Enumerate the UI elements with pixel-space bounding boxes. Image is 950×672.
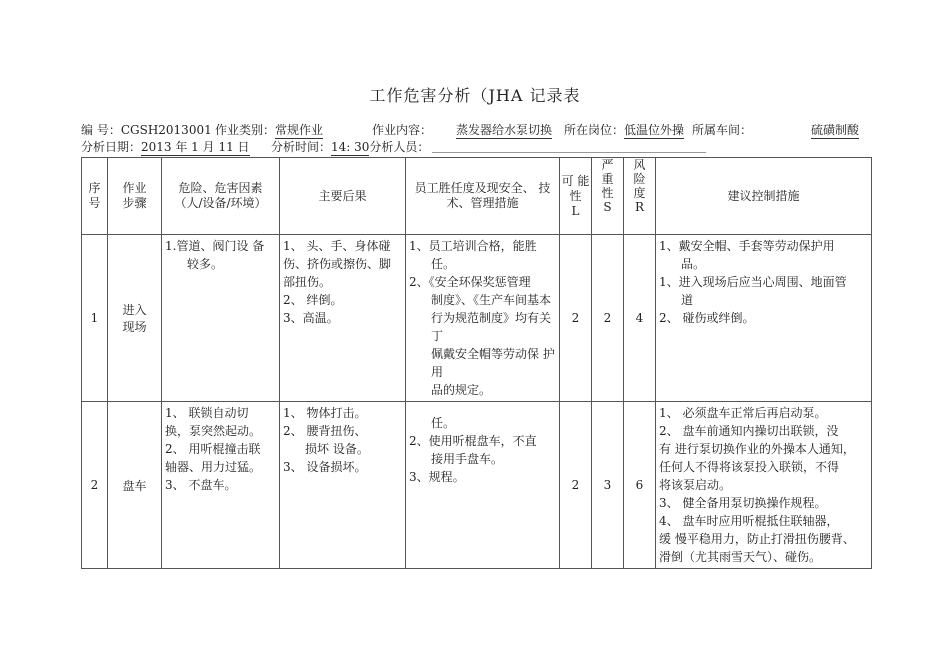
header-risk: 风 险 度 R <box>624 158 656 235</box>
cell-competence: 任。 2、使用听棍盘车，不直 接用手盘车。 3、规程。 <box>406 402 560 569</box>
cell-competence: 1、员工培训合格，能胜 任。 2、《安全环保奖惩管理 制度》、《生产车间基本 行为规范制度》均有关 丁 佩戴安全帽等劳动保 护用 品的规定。 <box>406 235 560 402</box>
header-seq: 序 号 <box>82 158 108 235</box>
header-step: 作业 步骤 <box>108 158 162 235</box>
cell-risk: 6 <box>624 402 656 569</box>
header-suggestion: 建议控制措施 <box>656 158 872 235</box>
cell-step: 盘车 <box>108 402 162 569</box>
cell-suggestion: 1、戴安全帽、手套等劳动保护用 品。 1、进入现场后应当心周围、地面管 道 2、 碰伤或绊倒。 <box>656 235 872 402</box>
header-hazard: 危险、危害因素 （人/设备/环境） <box>162 158 280 235</box>
analyst-label: 分析人员： <box>369 140 430 154</box>
date-label: 分析日期： <box>81 140 142 154</box>
page-title: 工作危害分析（JHA 记录表 <box>369 86 581 105</box>
meta-content-value: 蒸发器给水泵切换 <box>456 123 553 137</box>
time-value: 14: 30 <box>331 140 370 154</box>
meta-content-label: 作业内容： <box>372 123 433 137</box>
meta-post <box>564 123 684 137</box>
header-competence: 员工胜任度及现安全、 技 术、管理措施 <box>406 158 560 235</box>
cell-consequence: 1、 物体打击。 2、 腰背扭伤、 损坏 设备。 3、 设备损坏。 <box>280 402 406 569</box>
meta-workshop-label: 所属车间： <box>692 123 753 137</box>
time-label: 分析时间： <box>271 140 332 154</box>
cell-step: 进入 现场 <box>108 235 162 402</box>
cell-seq: 1 <box>82 235 108 402</box>
post-value: 低温位外操 <box>624 123 685 137</box>
table-row <box>82 402 872 569</box>
cell-likelihood: 2 <box>560 235 592 402</box>
jha-table <box>81 157 872 569</box>
cell-suggestion: 1、 必须盘车正常后再启动泵。 2、 盘车前通知内操切出联锁，没 有 进行泵切换作业的外操本人通知， 任何人不得将该泵投入联锁，不得 将该泵启动。 3、 健全备用泵切换操作规程。 4、 盘车时应用听棍抵住联轴器， 缓 慢平稳用力，防止打滑扭伤腰背、 滑倒（尤其雨雪天气）、碰伤。 <box>656 402 872 569</box>
cell-hazard: 1.管道、阀门设 备 较多。 <box>162 235 280 402</box>
cell-hazard: 1、 联锁自动切 换，泵突然起动。 2、 用听棍撞击联 轴器、用力过猛。 3、 不盘车。 <box>162 402 280 569</box>
cell-severity: 2 <box>592 235 624 402</box>
header-severity: 严 重 性 S <box>592 158 624 235</box>
header-consequence: 主要后果 <box>280 158 406 235</box>
header-likelihood: 可 能 性 L <box>560 158 592 235</box>
code-label: 编 号： <box>81 123 121 137</box>
date-value: 2013 年 1 月 11 日 <box>141 140 250 154</box>
meta-workshop-value: 硫磺制酸 <box>811 123 860 137</box>
cell-consequence: 1、 头、手、身体碰 伤、挤伤或擦伤、脚 部扭伤。 2、 绊倒。 3、高温。 <box>280 235 406 402</box>
header-row <box>82 158 872 235</box>
meta-date <box>81 140 250 154</box>
meta-time <box>271 140 429 154</box>
meta-category <box>215 123 323 137</box>
code-value: CGSH2013001 <box>120 123 212 137</box>
category-label: 作业类别： <box>215 123 276 137</box>
cell-seq: 2 <box>82 402 108 569</box>
post-label: 所在岗位： <box>564 123 625 137</box>
cell-likelihood: 2 <box>560 402 592 569</box>
analyst-blank-line <box>432 152 706 153</box>
table-row <box>82 235 872 402</box>
cell-risk: 4 <box>624 235 656 402</box>
category-value: 常规作业 <box>275 123 324 137</box>
meta-code <box>81 123 212 137</box>
cell-severity: 3 <box>592 402 624 569</box>
